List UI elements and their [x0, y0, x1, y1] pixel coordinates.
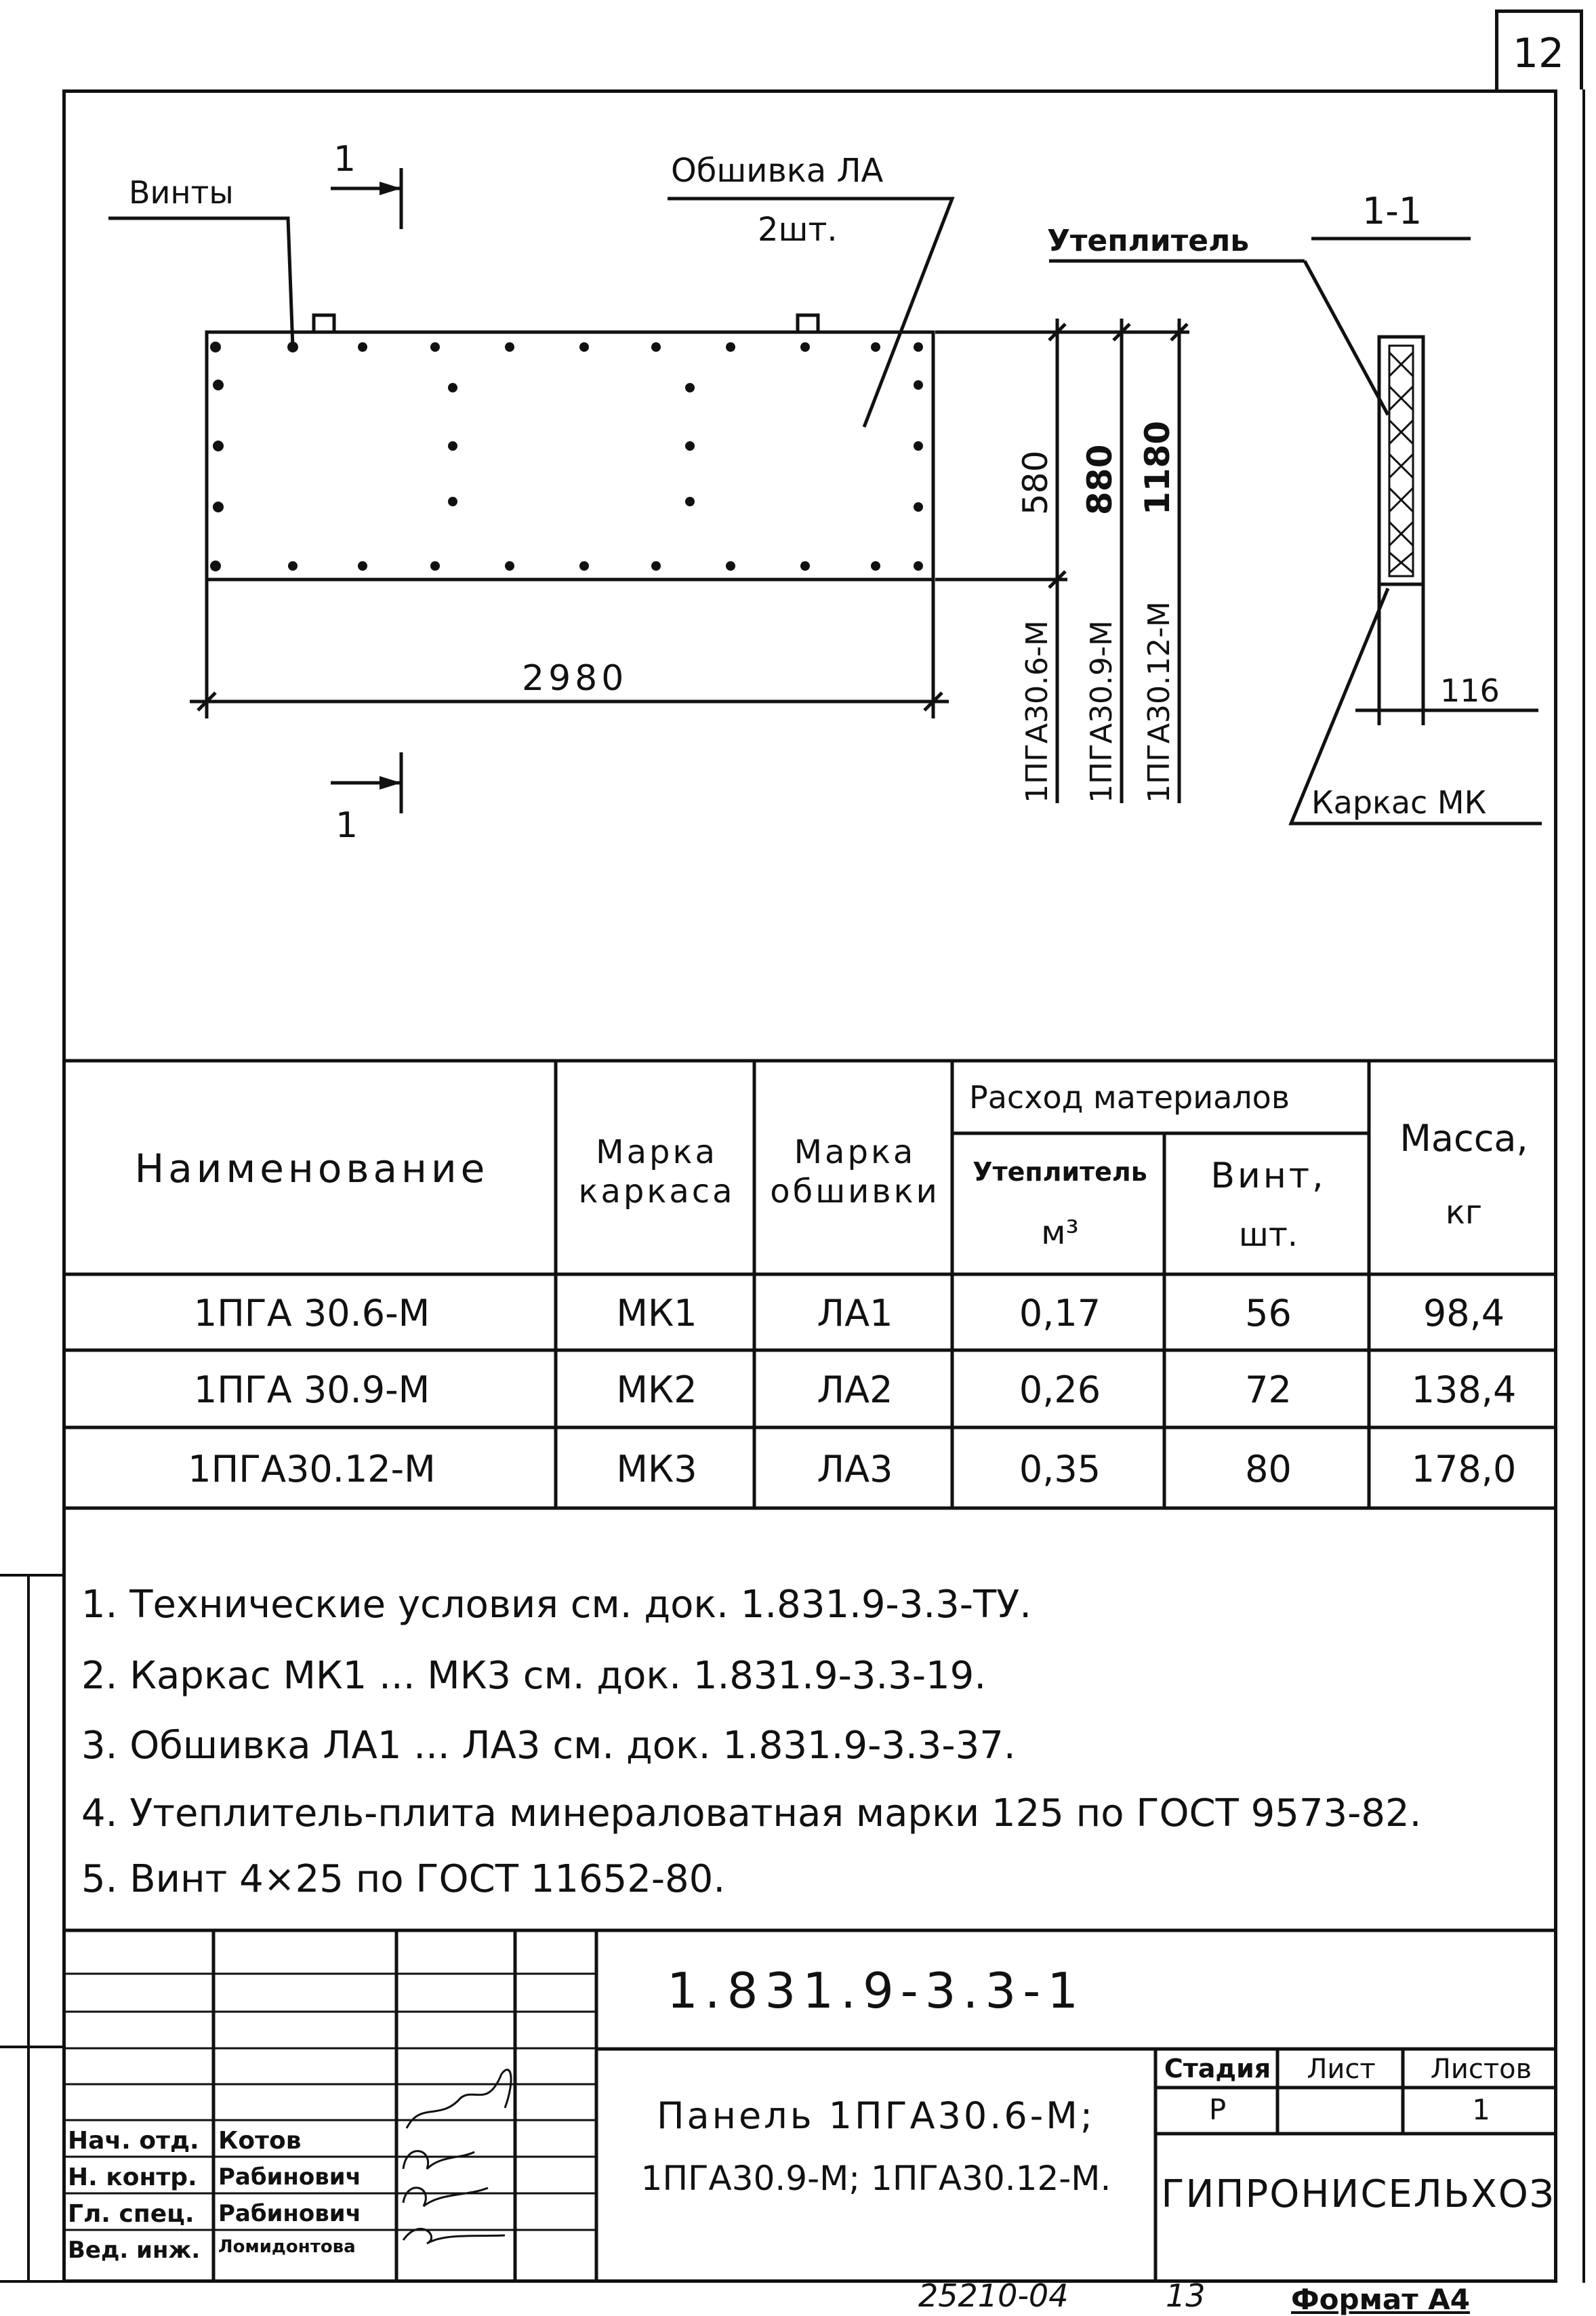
note-1: 1. Технические условия см. док. 1.831.9-3.3-ТУ. — [81, 1583, 1032, 1627]
table-row-2-screws: 72 — [1245, 1368, 1292, 1412]
table-row-1-frame: МК1 — [616, 1292, 697, 1335]
note-2: 2. Каркас МК1 ... МК3 см. док. 1.831.9-3.3-19. — [81, 1654, 987, 1698]
table-row-1-name: 1ПГА 30.6-М — [193, 1292, 430, 1335]
sheathing-label: Обшивка ЛА — [671, 152, 884, 190]
role-1: Нач. отд. — [68, 2127, 199, 2155]
table-row-2-name: 1ПГА 30.9-М — [193, 1368, 430, 1412]
header-insulation: Утеплитель — [973, 1157, 1147, 1187]
table-row-2-mass: 138,4 — [1411, 1368, 1517, 1412]
table-row-3-name: 1ПГА30.12-М — [188, 1447, 436, 1490]
sheet-number: 12 — [1512, 30, 1565, 77]
section-mark-top: 1 — [333, 139, 356, 180]
role-4: Вед. инж. — [68, 2237, 201, 2264]
height-dim-1180: 1180 — [1138, 420, 1177, 515]
table-row-3-insulation: 0,35 — [1019, 1447, 1101, 1490]
order-number: 25210-04 — [918, 2277, 1069, 2314]
role-2: Н. контр. — [68, 2163, 197, 2191]
table-row-1-screws: 56 — [1245, 1292, 1292, 1335]
header-frame-mark: Марка каркаса — [578, 1133, 735, 1211]
header-sheathing-mark: Марка обшивки — [770, 1133, 940, 1211]
section-mark-bottom: 1 — [335, 805, 359, 846]
signature-3 — [403, 2188, 488, 2206]
name-4: Ломидонтова — [218, 2237, 356, 2257]
header-materials: Расход материалов — [969, 1079, 1290, 1116]
screws-label: Винты — [129, 174, 234, 211]
header-screws: Винт, — [1210, 1155, 1326, 1196]
table-row-3-frame: МК3 — [616, 1447, 697, 1490]
panel-mark-30-12: 1ПГА30.12-М — [1142, 601, 1176, 803]
stage-label: Стадия — [1164, 2054, 1271, 2084]
sheet-label: Лист — [1307, 2054, 1376, 2085]
note-3: 3. Обшивка ЛА1 ... ЛА3 см. док. 1.831.9-3.3-37. — [81, 1724, 1016, 1768]
header-insulation-unit: м³ — [1041, 1214, 1079, 1253]
header-screws-unit: шт. — [1238, 1215, 1298, 1254]
name-3: Рабинович — [218, 2200, 361, 2227]
note-5: 5. Винт 4×25 по ГОСТ 11652-80. — [81, 1857, 726, 1901]
table-row-2-frame: МК2 — [616, 1368, 697, 1412]
format-label: Формат А4 — [1291, 2283, 1470, 2316]
doc-code: 1.831.9-3.3-1 — [666, 1962, 1086, 2019]
sheathing-qty: 2шт. — [758, 211, 838, 249]
table-row-2-sheathing: ЛА2 — [817, 1368, 893, 1412]
page-number: 13 — [1166, 2277, 1206, 2314]
height-dim-580: 580 — [1016, 450, 1055, 515]
role-3: Гл. спец. — [68, 2200, 195, 2228]
table-row-1-mass: 98,4 — [1423, 1292, 1505, 1335]
table-row-3-mass: 178,0 — [1411, 1447, 1517, 1490]
table-row-1-insulation: 0,17 — [1019, 1292, 1101, 1335]
panel-mark-30-6: 1ПГА30.6-М — [1020, 620, 1055, 803]
signature-4 — [403, 2229, 505, 2243]
thickness-dimension: 116 — [1440, 672, 1500, 709]
sheets-label: Листов — [1430, 2054, 1532, 2085]
header-mass-unit: кг — [1445, 1194, 1483, 1232]
table-row-3-sheathing: ЛА3 — [817, 1447, 893, 1490]
signature-2 — [403, 2151, 474, 2169]
sheets-value: 1 — [1472, 2093, 1490, 2126]
height-dim-880: 880 — [1080, 444, 1120, 515]
header-mass: Масса, — [1399, 1116, 1528, 1160]
note-4: 4. Утеплитель-плита минераловатная марки 125 по ГОСТ 9573-82. — [81, 1791, 1422, 1835]
table-row-3-screws: 80 — [1245, 1447, 1292, 1490]
table-row-2-insulation: 0,26 — [1019, 1368, 1101, 1412]
insulation-label: Утеплитель — [1047, 224, 1250, 258]
header-name: Наименование — [134, 1145, 489, 1192]
frame-label: Каркас МК — [1311, 784, 1487, 821]
title-line-1: Панель 1ПГА30.6-М; — [656, 2094, 1096, 2137]
section-title: 1-1 — [1362, 190, 1423, 232]
table-row-1-sheathing: ЛА1 — [817, 1292, 893, 1335]
width-dimension: 2980 — [522, 658, 628, 699]
name-1: Котов — [218, 2127, 302, 2155]
organization: ГИПРОНИСЕЛЬХОЗ — [1161, 2172, 1555, 2216]
stage-value: Р — [1208, 2093, 1227, 2126]
title-line-2: 1ПГА30.9-М; 1ПГА30.12-М. — [640, 2159, 1111, 2198]
name-2: Рабинович — [218, 2163, 361, 2191]
panel-mark-30-9: 1ПГА30.9-М — [1084, 620, 1119, 803]
